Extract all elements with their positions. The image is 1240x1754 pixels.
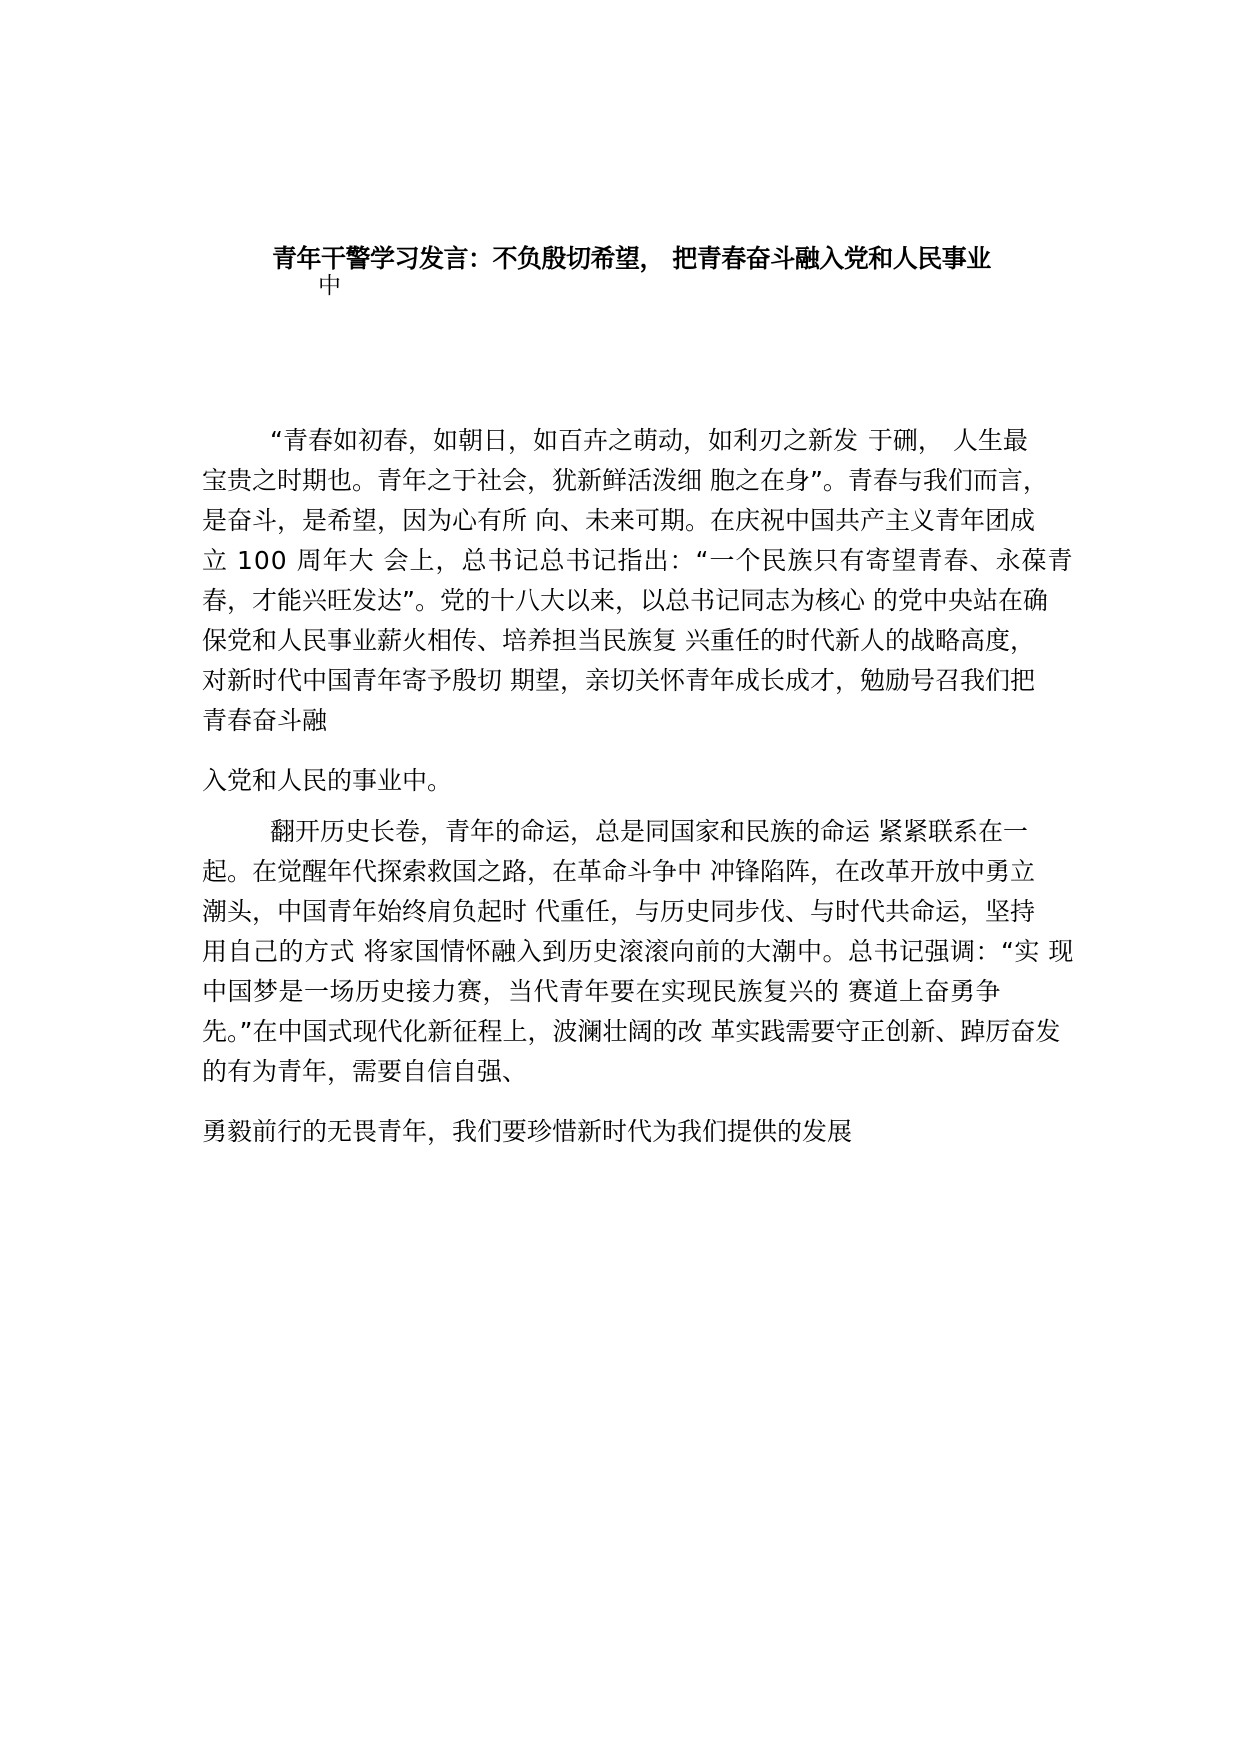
paragraph-1-line: 对新时代中国青年寄予殷切 期望，亲切关怀青年成长成才，勉励号召我们把: [202, 666, 1035, 695]
paragraph-2-line: 起。在觉醒年代探索救国之路，在革命斗争中 冲锋陷阵，在改革开放中勇立: [202, 857, 1035, 886]
paragraph-2-line: 潮头，中国青年始终肩负起时 代重任，与历史同步伐、与时代共命运，坚持: [202, 897, 1035, 926]
paragraph-2-line: 先。”在中国式现代化新征程上，波澜壮阔的改 革实践需要守正创新、踔厉奋发: [202, 1017, 1061, 1046]
paragraph-2-line: 用自己的方式 将家国情怀融入到历史滚滚向前的大潮中。总书记强调：“实 现: [202, 937, 1074, 966]
paragraph-1-line: 宝贵之时期也。青年之于社会，犹新鲜活泼细 胞之在身”。青春与我们而言，: [202, 466, 1048, 495]
paragraph-2-line: 翻开历史长卷，青年的命运，总是同国家和民族的命运 紧紧联系在一: [270, 817, 1028, 846]
document-title-continuation: 中: [318, 273, 341, 299]
paragraph-1-line: 是奋斗，是希望，因为心有所 向、未来可期。在庆祝中国共产主义青年团成: [202, 506, 1035, 535]
paragraph-1-line: 立 100 周年大 会上，总书记总书记指出：“一个民族只有寄望青春、永葆青: [202, 546, 1074, 575]
paragraph-1-line: 春，才能兴旺发达”。党的十八大以来，以总书记同志为核心 的党中央站在确: [202, 586, 1048, 615]
paragraph-1-line: 保党和人民事业薪火相传、培养担当民族复 兴重任的时代新人的战略高度，: [202, 626, 1035, 655]
document-title: 青年干警学习发言：不负殷切希望， 把青春奋斗融入党和人民事业: [272, 244, 991, 273]
paragraph-2-line: 中国梦是一场历史接力赛，当代青年要在实现民族复兴的 赛道上奋勇争: [202, 977, 1001, 1006]
paragraph-1-line: 青春奋斗融: [202, 706, 328, 735]
paragraph-2-line: 的有为青年，需要自信自强、: [202, 1057, 528, 1086]
paragraph-1-tail: 入党和人民的事业中。: [202, 766, 453, 795]
paragraph-1-line: “青春如初春，如朝日，如百卉之萌动，如利刃之新发 于硎， 人生最: [270, 426, 1028, 455]
paragraph-2-tail: 勇毅前行的无畏青年，我们要珍惜新时代为我们提供的发展: [202, 1117, 853, 1146]
